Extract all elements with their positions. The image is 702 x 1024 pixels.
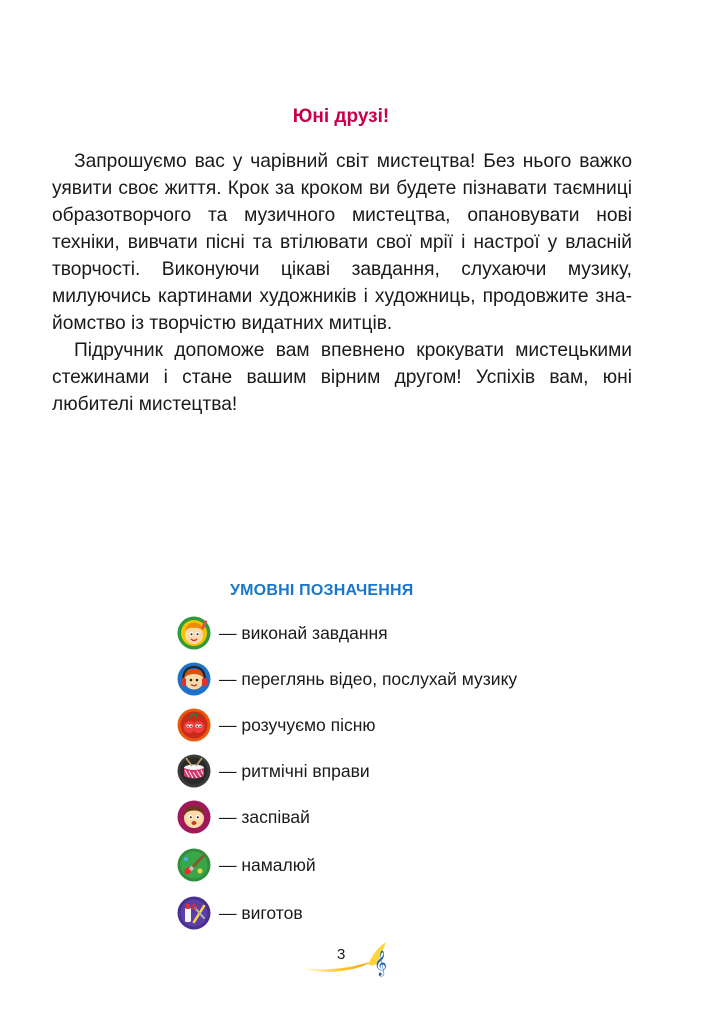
legend-label-draw: — намалюй — [219, 854, 316, 875]
song-cherries-icon — [177, 708, 211, 742]
legend-label-video-music: — переглянь відео, послухай музику — [219, 668, 518, 689]
legend-item-task — [177, 614, 388, 652]
intro-text — [52, 148, 632, 418]
legend-item-sing — [177, 798, 310, 836]
legend-label-make: — виготов — [219, 902, 303, 923]
legend-item-draw — [177, 846, 316, 884]
singing-kid-icon — [177, 800, 211, 834]
legend-item-learn-song — [177, 706, 376, 744]
drum-icon — [177, 754, 211, 788]
legend-item-make — [177, 894, 303, 932]
page-greeting-title: Юні друзі! — [292, 106, 390, 127]
legend-item-rhythm — [177, 752, 370, 790]
page-number: 3 — [337, 946, 346, 963]
intro-paragraph-2: Підручник допоможе вам впевнено крокувати мистецькими стежинами і стане вашим вірним другом! Успіхів вам, юні любителі мистецтва! — [52, 340, 632, 415]
craft-tools-icon — [177, 896, 211, 930]
intro-paragraph-1: Запрошуємо вас у чарівний світ мистецтва! Без нього важко уявити своє життя. Крок за кроком ви будете пізнавати таємниці образотворчого та музичного мистецтва, опановувати нові техніки, вивчати пісні та втілювати свої мрії і настрої у власній творчості. Виконуючи цікаві завдання, слухаючи музику, милуючись картинами художників і художниць, продовжите знайомство із творчістю видатних митців. — [52, 151, 632, 334]
legend-item-video-music — [177, 660, 517, 698]
legend-label-sing: — заспівай — [219, 806, 310, 827]
legend-label-task: — виконай завдання — [219, 622, 388, 643]
brush-icon — [177, 848, 211, 882]
legend-label-learn-song: — розучуємо пісню — [219, 714, 376, 735]
legend-title: УМОВНІ ПОЗНАЧЕННЯ — [230, 582, 414, 599]
treble-clef-icon: 𝄞 — [374, 951, 388, 976]
task-boy-icon — [177, 616, 211, 650]
legend-label-rhythm: — ритмічні вправи — [219, 760, 370, 781]
headphones-icon — [177, 662, 211, 696]
